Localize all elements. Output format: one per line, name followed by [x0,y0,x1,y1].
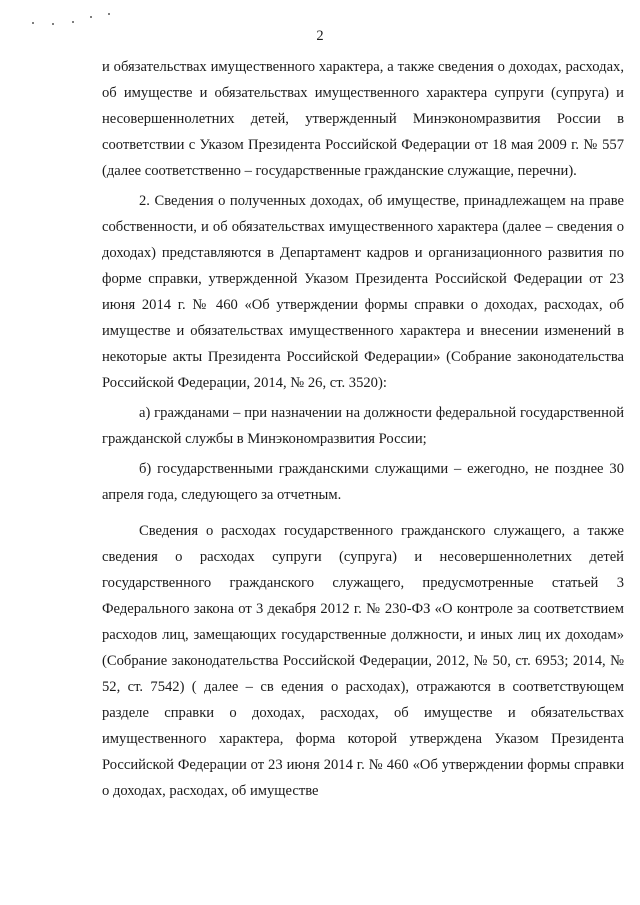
paragraph-continuation: и обязательствах имущественного характера, а также сведения о доходах, расходах, об имуществе и обязательствах имущественного характера супруги (супруга) и несовершеннолетних детей, утвержденный Минэкономразвития России в соответствии с Указом Президента Российской Федерации от 18 мая 2009 г. № 557 (далее соответственно – государственные гражданские служащие, перечни). [102,59,624,179]
paragraph-subitem-b: б) государственными гражданскими служащими – ежегодно, не позднее 30 апреля года, следующего за отчетным. [102,461,624,503]
paragraph-expenses: Сведения о расходах государственного гражданского служащего, а также сведения о расходах супруги (супруга) и несовершеннолетних детей государственного гражданского служащего, предусмотренные статьей 3 Федерального закона от 3 декабря 2012 г. № 230-ФЗ «О контроле за соответствием расходов лиц, замещающих государственные должности, и иных лиц их доходам» (Собрание законодательства Российской Федерации, 2012, № 50, ст. 6953; 2014, № 52, ст. 7542) ( далее – св едения о расходах), отражаются в соответствующем разделе справки о доходах, расходах, об имуществе и обязательствах имущественного характера, форма которой утверждена Указом Президента Российской Федерации от 23 июня 2014 г. № 460 «Об утверждении формы справки о доходах, расходах, об имуществе [102,523,624,799]
scan-artifact-dots [30,10,120,26]
document-body [102,54,624,804]
paragraph-item-2: 2. Сведения о полученных доходах, об имуществе, принадлежащем на праве собственности, и об обязательствах имущественного характера (далее – сведения о доходах) представляются в Департамент кадров и организационного развития по форме справки, утвержденной Указом Президента Российской Федерации от 23 июня 2014 г. № 460 «Об утверждении формы справки о доходах, расходах, об имуществе и обязательствах имущественного характера и внесении изменений в некоторые акты Президента Российской Федерации» (Собрание законодательства Российской Федерации, 2014, № 26, ст. 3520): [102,193,624,391]
page-number: 2 [316,28,324,44]
paragraph-subitem-a: а) гражданами – при назначении на должности федеральной государственной гражданской службы в Минэкономразвития России; [102,405,624,447]
